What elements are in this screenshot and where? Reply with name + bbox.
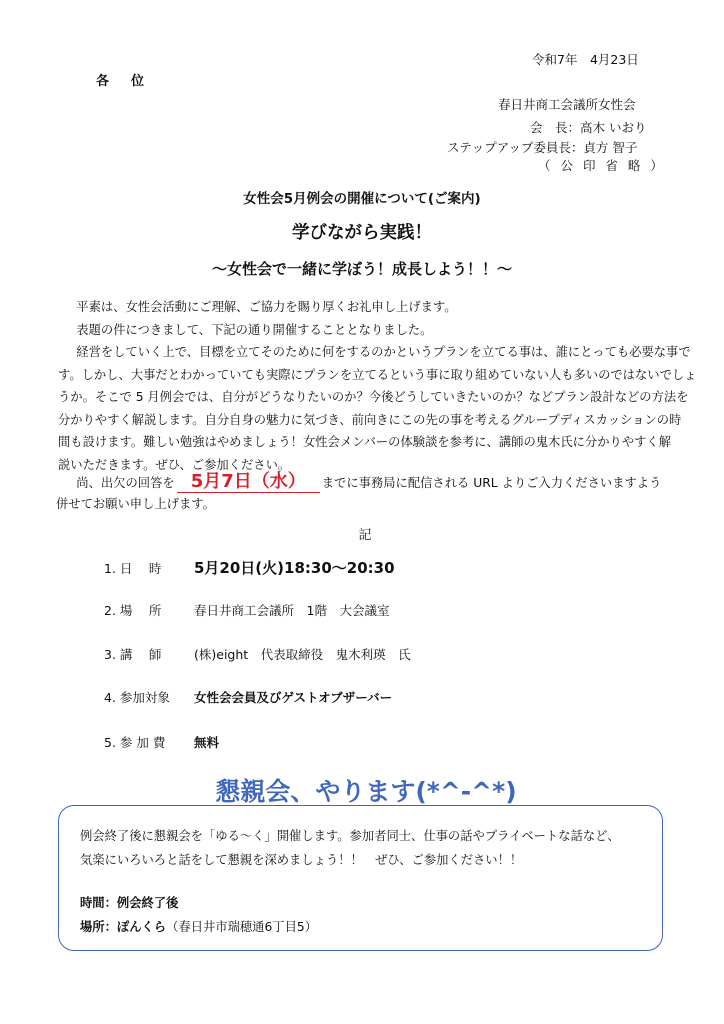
body-line: 平素は、女性会活動にご理解、ご協力を賜り厚くお礼申し上げます。 (64, 300, 457, 314)
item-label: 2. 場 所 (104, 603, 162, 618)
party-title: 懇親会、やります(*^-^*) (215, 777, 517, 806)
seal-omission-note: （ 公 印 省 略 ） (538, 158, 666, 173)
president-name: 会 長：高木 いおり (530, 120, 647, 135)
party-time: 時間：例会終了後 (80, 896, 179, 910)
item-value: 女性会会員及びゲストオブザーバー (194, 690, 393, 705)
organization-name: 春日井商工会議所女性会 (498, 97, 636, 112)
item-participants (104, 688, 392, 706)
item-fee (104, 733, 219, 751)
deadline-suffix: までに事務局に配信される URL よりご入力くださいますよう (321, 476, 662, 490)
ki-heading: 記 (358, 528, 372, 543)
slogan-subtitle: ～女性会で一緒に学ぼう！成長しよう！！～ (211, 260, 512, 278)
body-line: す。しかし、大事だとわかっていても実際にプランを立てるという事に取り組めていない人も多いのではないでしょ (58, 367, 697, 382)
body-line: 経営をしていく上で、目標を立てそのために何をするのかというプランを立てる事は、誰にとっても必要な事で (64, 345, 691, 359)
deadline-prefix: 尚、出欠の回答を (64, 476, 175, 490)
closing-line: 併せてお願い申し上げます。 (56, 497, 215, 511)
deadline-sentence (64, 472, 661, 494)
party-place-value: （春日井市瑞穂通6丁目5） (166, 920, 318, 934)
item-value: (株)eight 代表取締役 鬼木利瑛 氏 (194, 647, 411, 662)
item-lecturer (104, 645, 411, 663)
party-description-line: 例会終了後に懇親会を「ゆる～く」開催します。参加者同士、仕事の話やプライベートな話など、 (80, 829, 620, 843)
body-line: 分かりやすく解説します。自分自身の魅力に気づき、前向きにこの先の事を考えるグループディスカッションの時 (58, 412, 682, 427)
item-label: 1. 日 時 (104, 561, 162, 576)
item-datetime (104, 557, 395, 578)
document-date: 令和7年 4月23日 (532, 52, 639, 67)
body-line: 表題の件につきまして、下記の通り開催することとなりました。 (64, 322, 433, 337)
deadline-date: 5月7日（水） (177, 472, 320, 493)
stepup-chair-name: ステップアップ委員長：貞方 智子 (447, 140, 638, 155)
item-label: 3. 講 師 (104, 647, 162, 662)
item-label: 4. 参加対象 (104, 690, 170, 705)
item-value: 無料 (194, 735, 220, 750)
document-subject: 女性会5月例会の開催について(ご案内) (243, 191, 481, 207)
body-line: 説いただきます。ぜひ、ご参加ください。 (58, 457, 291, 472)
body-line: うか。そこで 5 月例会では、自分がどうなりたいのか？今後どうしていきたいのか？などプラン設計などの方法を (58, 390, 689, 404)
party-place (80, 917, 317, 935)
item-venue (104, 601, 389, 619)
item-label: 5. 参 加 費 (104, 735, 166, 750)
party-description-line: 気楽にいろいろと話をして懇親を深めましょう！！ ぜひ、ご参加ください！！ (80, 853, 523, 867)
addressee: 各位 (96, 74, 167, 89)
party-place-label: 場所：ぽんくら (80, 920, 167, 934)
slogan-title: 学びながら実践！ (292, 223, 432, 243)
item-value: 5月20日(火)18:30～20:30 (194, 559, 395, 577)
item-value: 春日井商工会議所 1階 大会議室 (194, 603, 390, 618)
body-line: 間も設けます。難しい勉強はやめましょう！女性会メンバーの体験談を参考に、講師の鬼木氏に分かりやすく解 (58, 435, 672, 449)
